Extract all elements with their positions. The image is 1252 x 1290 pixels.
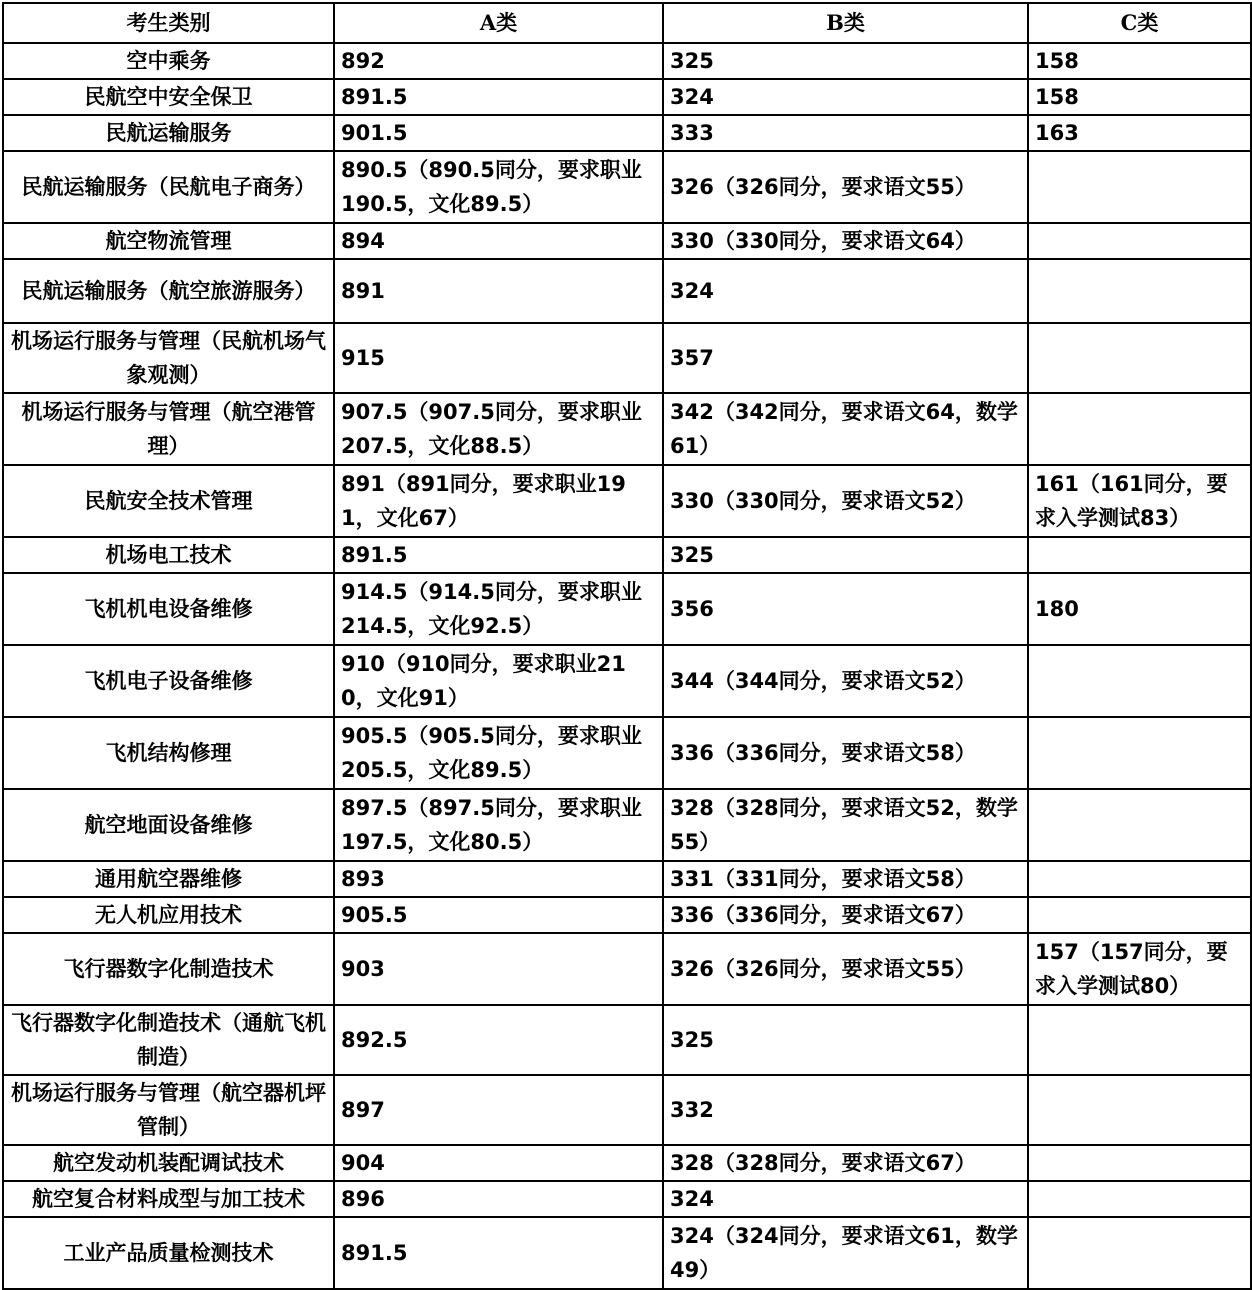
a-score-cell: 890.5（890.5同分，要求职业190.5，文化89.5）: [334, 151, 663, 223]
table-body: [3, 43, 1251, 1289]
c-score-cell: [1028, 897, 1251, 933]
a-score-cell: 905.5（905.5同分，要求职业205.5，文化89.5）: [334, 717, 663, 789]
b-score-cell: 325: [663, 537, 1028, 573]
c-score-cell: [1028, 717, 1251, 789]
a-score-cell: 910（910同分，要求职业210，文化91）: [334, 645, 663, 717]
b-score-cell: 330（330同分，要求语文64）: [663, 223, 1028, 259]
a-score-cell: 907.5（907.5同分，要求职业207.5，文化88.5）: [334, 393, 663, 465]
category-cell: 民航安全技术管理: [3, 465, 334, 537]
header-category: 考生类别: [3, 3, 334, 43]
table-row: [3, 323, 1251, 393]
table-row: [3, 933, 1251, 1005]
b-score-cell: 357: [663, 323, 1028, 393]
header-a: A类: [334, 3, 663, 43]
table-row: [3, 1075, 1251, 1145]
c-score-cell: [1028, 861, 1251, 897]
c-score-cell: 161（161同分，要求入学测试83）: [1028, 465, 1251, 537]
header-c: C类: [1028, 3, 1251, 43]
category-cell: 飞行器数字化制造技术（通航飞机制造）: [3, 1005, 334, 1075]
table-row: [3, 465, 1251, 537]
header-row: [3, 3, 1251, 43]
category-cell: 无人机应用技术: [3, 897, 334, 933]
table-row: [3, 43, 1251, 79]
category-cell: 机场运行服务与管理（航空器机坪管制）: [3, 1075, 334, 1145]
table-row: [3, 151, 1251, 223]
b-score-cell: 328（328同分，要求语文67）: [663, 1145, 1028, 1181]
c-score-cell: [1028, 151, 1251, 223]
b-score-cell: 331（331同分，要求语文58）: [663, 861, 1028, 897]
table-row: [3, 1005, 1251, 1075]
a-score-cell: 904: [334, 1145, 663, 1181]
a-score-cell: 894: [334, 223, 663, 259]
category-cell: 飞机电子设备维修: [3, 645, 334, 717]
table-row: [3, 717, 1251, 789]
category-cell: 航空地面设备维修: [3, 789, 334, 861]
b-score-cell: 333: [663, 115, 1028, 151]
c-score-cell: [1028, 323, 1251, 393]
table-row: [3, 79, 1251, 115]
category-cell: 民航空中安全保卫: [3, 79, 334, 115]
category-cell: 民航运输服务: [3, 115, 334, 151]
b-score-cell: 326（326同分，要求语文55）: [663, 933, 1028, 1005]
c-score-cell: [1028, 1075, 1251, 1145]
b-score-cell: 324: [663, 259, 1028, 323]
b-score-cell: 330（330同分，要求语文52）: [663, 465, 1028, 537]
category-cell: 航空发动机装配调试技术: [3, 1145, 334, 1181]
c-score-cell: 180: [1028, 573, 1251, 645]
a-score-cell: 914.5（914.5同分，要求职业214.5，文化92.5）: [334, 573, 663, 645]
category-cell: 民航运输服务（航空旅游服务）: [3, 259, 334, 323]
b-score-cell: 325: [663, 1005, 1028, 1075]
b-score-cell: 324: [663, 79, 1028, 115]
b-score-cell: 344（344同分，要求语文52）: [663, 645, 1028, 717]
table-row: [3, 537, 1251, 573]
table-row: [3, 573, 1251, 645]
b-score-cell: 336（336同分，要求语文58）: [663, 717, 1028, 789]
table-row: [3, 789, 1251, 861]
category-cell: 机场电工技术: [3, 537, 334, 573]
a-score-cell: 892: [334, 43, 663, 79]
table-row: [3, 223, 1251, 259]
c-score-cell: [1028, 259, 1251, 323]
c-score-cell: [1028, 1005, 1251, 1075]
a-score-cell: 901.5: [334, 115, 663, 151]
c-score-cell: [1028, 645, 1251, 717]
a-score-cell: 905.5: [334, 897, 663, 933]
c-score-cell: [1028, 537, 1251, 573]
b-score-cell: 325: [663, 43, 1028, 79]
category-cell: 空中乘务: [3, 43, 334, 79]
a-score-cell: 896: [334, 1181, 663, 1217]
a-score-cell: 892.5: [334, 1005, 663, 1075]
table-row: [3, 1145, 1251, 1181]
c-score-cell: 158: [1028, 43, 1251, 79]
table-row: [3, 1181, 1251, 1217]
c-score-cell: [1028, 789, 1251, 861]
c-score-cell: [1028, 393, 1251, 465]
b-score-cell: 328（328同分，要求语文52，数学55）: [663, 789, 1028, 861]
b-score-cell: 324: [663, 1181, 1028, 1217]
category-cell: 机场运行服务与管理（民航机场气象观测）: [3, 323, 334, 393]
category-cell: 飞机机电设备维修: [3, 573, 334, 645]
table-row: [3, 259, 1251, 323]
table-row: [3, 861, 1251, 897]
b-score-cell: 332: [663, 1075, 1028, 1145]
c-score-cell: 158: [1028, 79, 1251, 115]
c-score-cell: 157（157同分，要求入学测试80）: [1028, 933, 1251, 1005]
c-score-cell: [1028, 1145, 1251, 1181]
c-score-cell: 163: [1028, 115, 1251, 151]
category-cell: 机场运行服务与管理（航空港管理）: [3, 393, 334, 465]
category-cell: 飞机结构修理: [3, 717, 334, 789]
table-row: [3, 393, 1251, 465]
a-score-cell: 891.5: [334, 79, 663, 115]
a-score-cell: 893: [334, 861, 663, 897]
b-score-cell: 326（326同分，要求语文55）: [663, 151, 1028, 223]
a-score-cell: 897: [334, 1075, 663, 1145]
c-score-cell: [1028, 223, 1251, 259]
category-cell: 工业产品质量检测技术: [3, 1217, 334, 1289]
category-cell: 航空物流管理: [3, 223, 334, 259]
c-score-cell: [1028, 1181, 1251, 1217]
table-row: [3, 645, 1251, 717]
a-score-cell: 891.5: [334, 537, 663, 573]
a-score-cell: 891（891同分，要求职业191，文化67）: [334, 465, 663, 537]
a-score-cell: 891.5: [334, 1217, 663, 1289]
table-row: [3, 897, 1251, 933]
b-score-cell: 324（324同分，要求语文61，数学49）: [663, 1217, 1028, 1289]
c-score-cell: [1028, 1217, 1251, 1289]
a-score-cell: 897.5（897.5同分，要求职业197.5，文化80.5）: [334, 789, 663, 861]
b-score-cell: 336（336同分，要求语文67）: [663, 897, 1028, 933]
a-score-cell: 903: [334, 933, 663, 1005]
category-cell: 民航运输服务（民航电子商务）: [3, 151, 334, 223]
b-score-cell: 356: [663, 573, 1028, 645]
b-score-cell: 342（342同分，要求语文64，数学61）: [663, 393, 1028, 465]
header-b: B类: [663, 3, 1028, 43]
category-cell: 航空复合材料成型与加工技术: [3, 1181, 334, 1217]
category-cell: 飞行器数字化制造技术: [3, 933, 334, 1005]
table-row: [3, 115, 1251, 151]
a-score-cell: 915: [334, 323, 663, 393]
table-row: [3, 1217, 1251, 1289]
admission-score-table: [2, 2, 1252, 1290]
a-score-cell: 891: [334, 259, 663, 323]
category-cell: 通用航空器维修: [3, 861, 334, 897]
